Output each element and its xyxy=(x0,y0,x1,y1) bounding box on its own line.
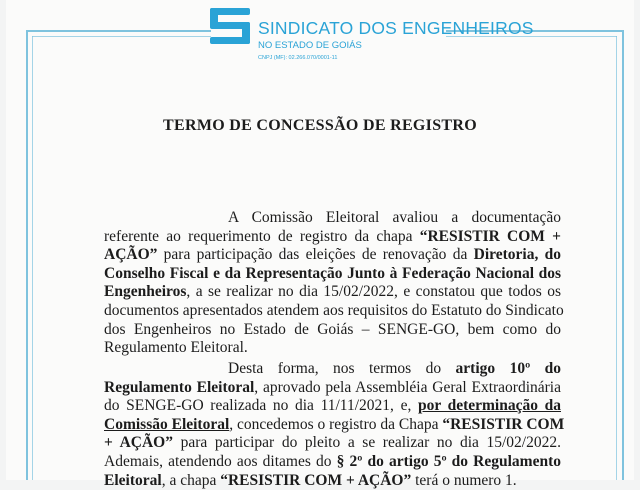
org-subtitle: NO ESTADO DE GOIÁS xyxy=(258,40,362,51)
text-line: Eleitoral, a chapa “RESISTIR COM + AÇÃO” terá o numero 1. xyxy=(104,471,517,489)
text-line: AÇÃO” para participação das eleições de renovação da Diretoria, do xyxy=(104,246,561,264)
paragraph-2 xyxy=(104,360,565,490)
border-line xyxy=(26,30,28,480)
senge-logo-icon xyxy=(208,4,254,52)
text-line: dos Engenheiros no Estado de Goiás – SENGE-GO, bem como do xyxy=(104,320,561,338)
bold-text: Conselho Fiscal e da Representação Junto à Federação Nacional dos xyxy=(104,264,561,282)
text-line: + AÇÃO” para participar do pleito a se realizar no dia 15/02/2022. xyxy=(104,434,561,452)
bold-text: AÇÃO” xyxy=(104,246,158,264)
bold-text: + AÇÃO” xyxy=(104,434,173,452)
border-line xyxy=(26,30,211,32)
text-line: Desta forma, nos termos do artigo 10º do xyxy=(228,360,561,377)
text-line: Comissão Eleitoral, concedemos o registro da Chapa “RESISTIR COM xyxy=(104,415,565,433)
bold-text: Engenheiros xyxy=(104,283,187,301)
bold-text: artigo 10º do xyxy=(455,360,561,377)
text-line: Ademais, atendendo aos ditames do § 2º do artigo 5º do Regulamento xyxy=(104,452,561,470)
org-logo xyxy=(208,4,534,62)
bold-text: “RESISTIR COM xyxy=(442,415,565,433)
bold-text: Regulamento Eleitoral xyxy=(104,378,255,396)
text-line: Regulamento Eleitoral. xyxy=(104,339,248,357)
org-name: SINDICATO DOS ENGENHEIROS xyxy=(258,18,534,38)
text-line: A Comissão Eleitoral avaliou a documentação xyxy=(228,209,561,226)
paragraph-1 xyxy=(104,209,564,358)
text-line: documentos apresentados atendem aos requisitos do Estatuto do Sindicato xyxy=(104,301,564,319)
text-line xyxy=(104,265,561,284)
org-cnpj: CNPJ (MF): 02.266.070/0001-11 xyxy=(258,55,338,61)
border-line xyxy=(622,30,624,480)
bold-text: Eleitoral xyxy=(104,471,162,489)
border-line xyxy=(32,36,211,37)
bold-text: por determinação da xyxy=(417,397,561,415)
border-line xyxy=(616,36,617,480)
bold-text: § 2º do artigo 5º do Regulamento xyxy=(336,452,561,470)
text-line: do SENGE-GO realizada no dia 11/11/2021, e, por determinação da xyxy=(104,397,561,415)
bold-text: “RESISTIR COM + xyxy=(419,227,561,245)
text-line: Regulamento Eleitoral, aprovado pela Assembléia Geral Extraordinária xyxy=(104,378,561,396)
text-line: Engenheiros, a se realizar no dia 15/02/2022, e constatou que todos os xyxy=(104,283,561,301)
text-line: referente ao requerimento de registro da chapa “RESISTIR COM + xyxy=(104,227,561,245)
border-line xyxy=(32,36,33,480)
bold-text: Comissão Eleitoral xyxy=(104,415,230,433)
document-title: TERMO DE CONCESSÃO DE REGISTRO xyxy=(163,117,477,134)
bold-text: Diretoria, do xyxy=(473,246,561,264)
bold-text: “RESISTIR COM + AÇÃO” xyxy=(220,471,412,489)
